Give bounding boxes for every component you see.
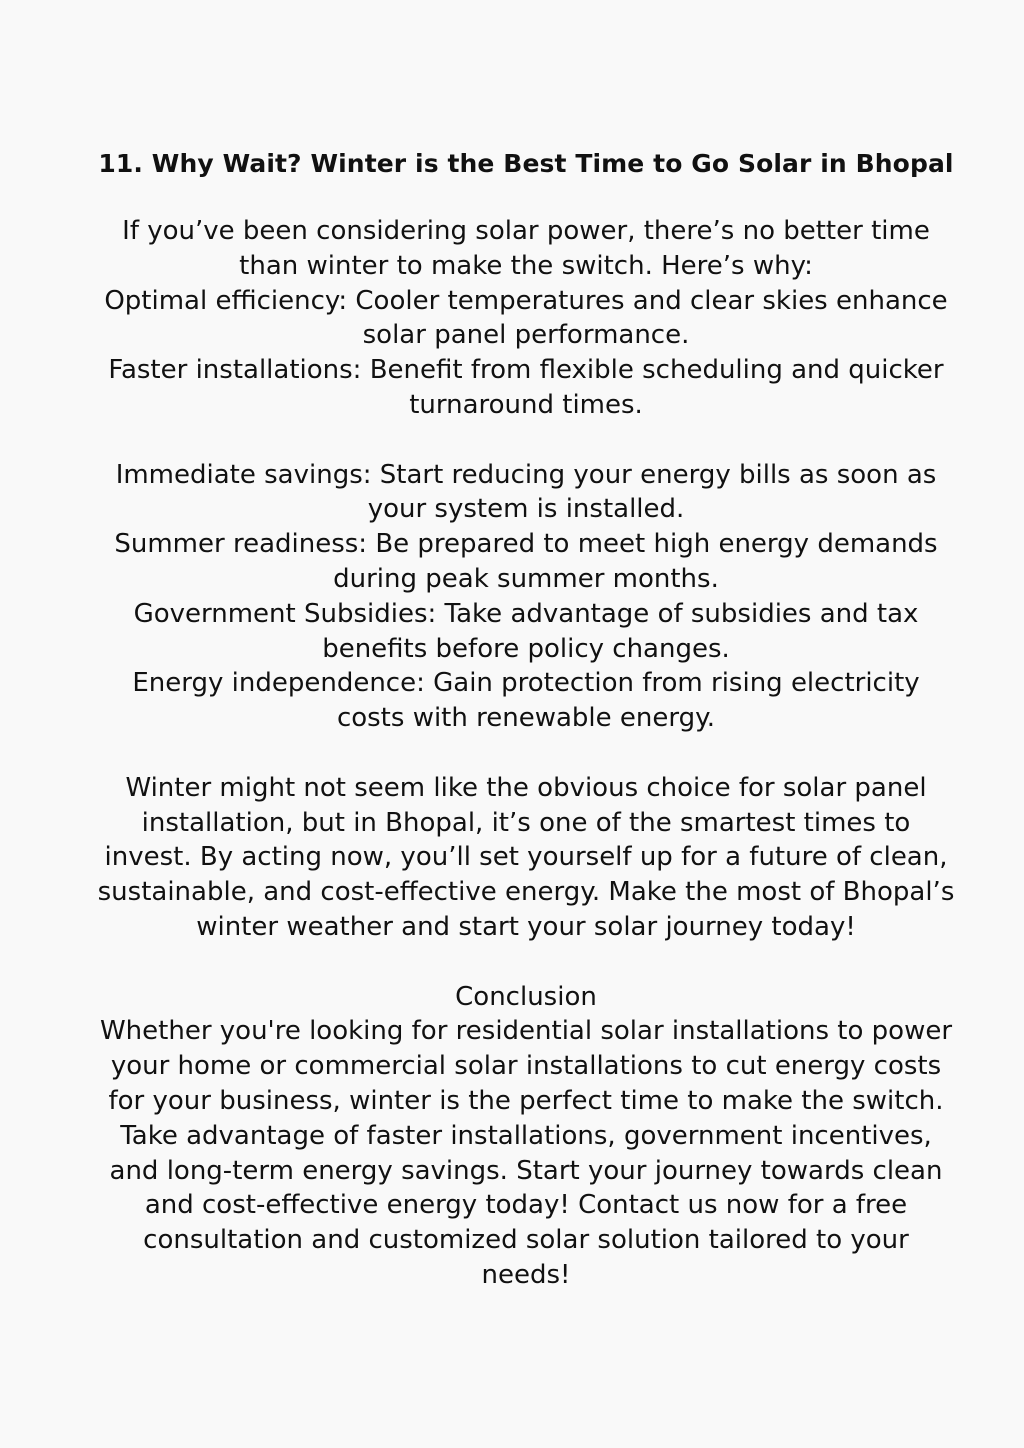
conclusion-text: Whether you're looking for residential solar installations to power your home or commercial solar installations to cut energy costs for your business, winter is the perfect time to make the switch. Take advantage of faster installations, government incentives, and long-term energy savings. Start your journey towards clean and cost-effective energy today! Contact us now for a free consultation and customized solar solution tailored to your needs! bbox=[99, 1016, 953, 1290]
benefit-optimal-efficiency: Optimal efficiency: Cooler temperatures and clear skies enhance solar panel performance. bbox=[104, 285, 948, 351]
spacer bbox=[96, 736, 956, 771]
page-title: 11. Why Wait? Winter is the Best Time to Go Solar in Bhopal bbox=[98, 149, 954, 178]
spacer bbox=[96, 945, 956, 980]
benefit-immediate-savings: Immediate savings: Start reducing your energy bills as soon as your system is installed. bbox=[115, 459, 937, 525]
conclusion-title: Conclusion bbox=[455, 981, 597, 1012]
benefits-section bbox=[96, 458, 956, 736]
winter-paragraph: Winter might not seem like the obvious choice for solar panel installation, but in Bhopal, it’s one of the smartest times to invest. By acting now, you’ll set yourself up for a future of clean, sustainable, and cost-effective energy. Make the most of Bhopal’s winter weather and start your solar journey today! bbox=[97, 772, 955, 942]
document-page bbox=[96, 146, 956, 1293]
intro-section bbox=[96, 214, 956, 423]
intro-lead: If you’ve been considering solar power, there’s no better time than winter to make the switch. Here’s why: bbox=[122, 216, 930, 281]
benefit-faster-installations: Faster installations: Benefit from flexible scheduling and quicker turnaround times. bbox=[108, 355, 944, 420]
benefit-energy-independence: Energy independence: Gain protection from rising electricity costs with renewable energy. bbox=[132, 668, 920, 734]
benefit-summer-readiness: Summer readiness: Be prepared to meet high energy demands during peak summer months. bbox=[114, 529, 938, 594]
spacer bbox=[96, 423, 956, 458]
conclusion-section bbox=[96, 980, 956, 1293]
benefit-government-subsidies: Government Subsidies: Take advantage of subsidies and tax benefits before policy changes. bbox=[133, 598, 919, 664]
winter-section bbox=[96, 771, 956, 945]
